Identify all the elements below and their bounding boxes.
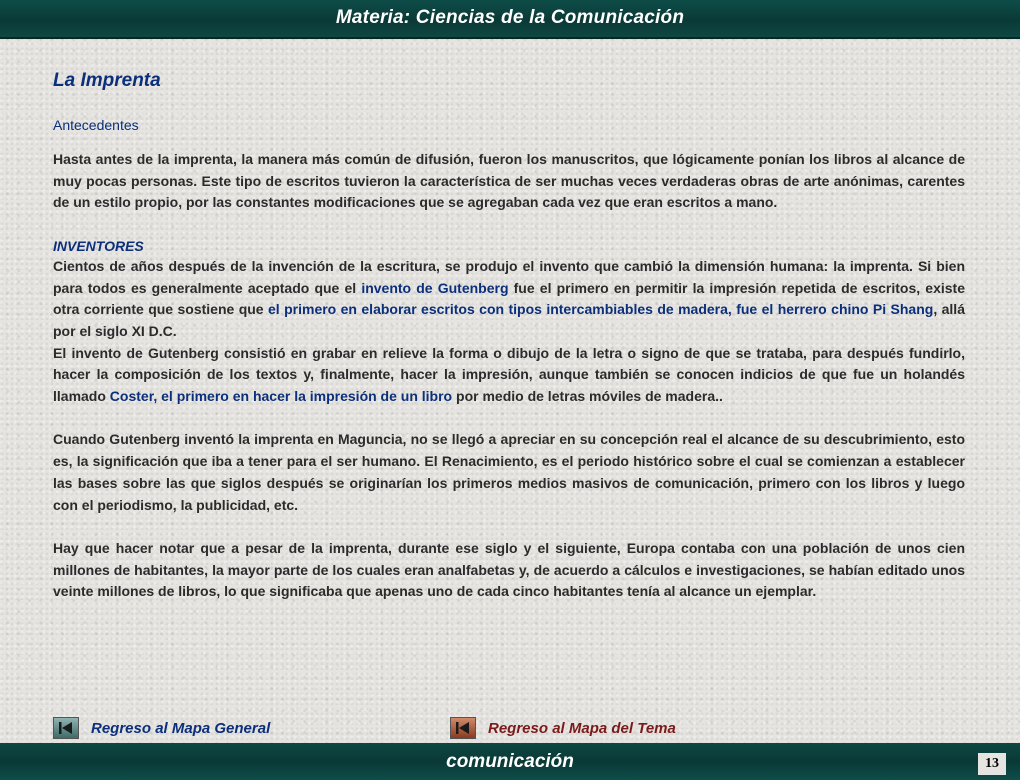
link-coster[interactable]: Coster, el primero en hacer la impresión de un libro bbox=[109, 388, 453, 405]
section-subtitle: Antecedentes bbox=[53, 117, 139, 133]
paragraph-poblacion: Hay que hacer notar que a pesar de la imprenta, durante ese siglo y el siguiente, Europa contaba con una población de unos cien millones de habitantes, la mayor parte de los cuales eran analfabetas y, de acuerdo a cálculos e investigaciones, se habían editado unos veinte millones de libros, lo que significaba que apenas uno de cada cinco habitantes tenía al alcance un ejemplar. bbox=[53, 539, 965, 600]
page-title: La Imprenta bbox=[53, 70, 161, 91]
paragraph-inventores bbox=[53, 256, 965, 343]
footer-title: comunicación bbox=[446, 751, 574, 772]
skip-back-icon[interactable] bbox=[450, 717, 476, 739]
back-to-general-map-label[interactable]: Regreso al Mapa General bbox=[91, 719, 271, 737]
text-segment: por medio de letras móviles de madera.. bbox=[452, 388, 723, 405]
text-segment: fue el primero en permitir la impresión repetida de escritos, existe otra corriente que sostiene que bbox=[53, 279, 965, 318]
text-segment: , allá por el siglo XI D.C. bbox=[53, 301, 965, 339]
footer-bar bbox=[0, 743, 1020, 780]
section-label-inventores: INVENTORES bbox=[53, 237, 144, 254]
header-bar bbox=[0, 0, 1020, 39]
paragraph-gutenberg-invento bbox=[53, 343, 965, 408]
back-to-topic-map-label[interactable]: Regreso al Mapa del Tema bbox=[488, 719, 676, 737]
back-to-general-map-button[interactable] bbox=[53, 716, 270, 740]
text-segment: El invento de Gutenberg consistió en grabar en relieve la forma o dibujo de la letra o signo de que se trataba, para después fundirlo, hacer la composición de los textos y, finalmente, hacer la impresión, aunque también se conocen indicios de que fue un holandés llamado bbox=[53, 344, 965, 405]
course-title: Materia: Ciencias de la Comunicación bbox=[335, 7, 685, 28]
back-to-topic-map-button[interactable] bbox=[450, 716, 676, 740]
skip-back-icon[interactable] bbox=[53, 717, 79, 739]
text-segment: Cientos de años después de la invención de la escritura, se produjo el invento que cambió la dimensión humana: la imprenta. Si bien para todos es generalmente aceptado que el bbox=[53, 257, 965, 296]
paragraph-renacimiento: Cuando Gutenberg inventó la imprenta en Maguncia, no se llegó a apreciar en su concepción real el alcance de su descubrimiento, esto es, la significación que iba a tener para el ser humano. El Renacimiento, es el periodo histórico sobre el cual se comienzan a establecer las bases sobre las que siglos después se originarían los primeros medios masivos de comunicación, primero con los libros y luego con el periodismo, la publicidad, etc. bbox=[53, 431, 965, 513]
link-gutenberg[interactable]: invento de Gutenberg bbox=[361, 279, 509, 296]
link-pi-shang[interactable]: el primero en elaborar escritos con tipos intercambiables de madera, fue el herrero chino Pi Shang bbox=[268, 301, 934, 318]
paragraph-antecedentes: Hasta antes de la imprenta, la manera más común de difusión, fueron los manuscritos, que lógicamente ponían los libros al alcance de muy pocas personas. Este tipo de escritos tuvieron la característica de ser muchas veces verdaderas obras de arte anónimas, carentes de un estilo propio, por las constantes modificaciones que se agregaban cada vez que eran escritos a mano. bbox=[53, 151, 965, 211]
main-content bbox=[53, 70, 965, 603]
page-number: 13 bbox=[978, 753, 1006, 775]
